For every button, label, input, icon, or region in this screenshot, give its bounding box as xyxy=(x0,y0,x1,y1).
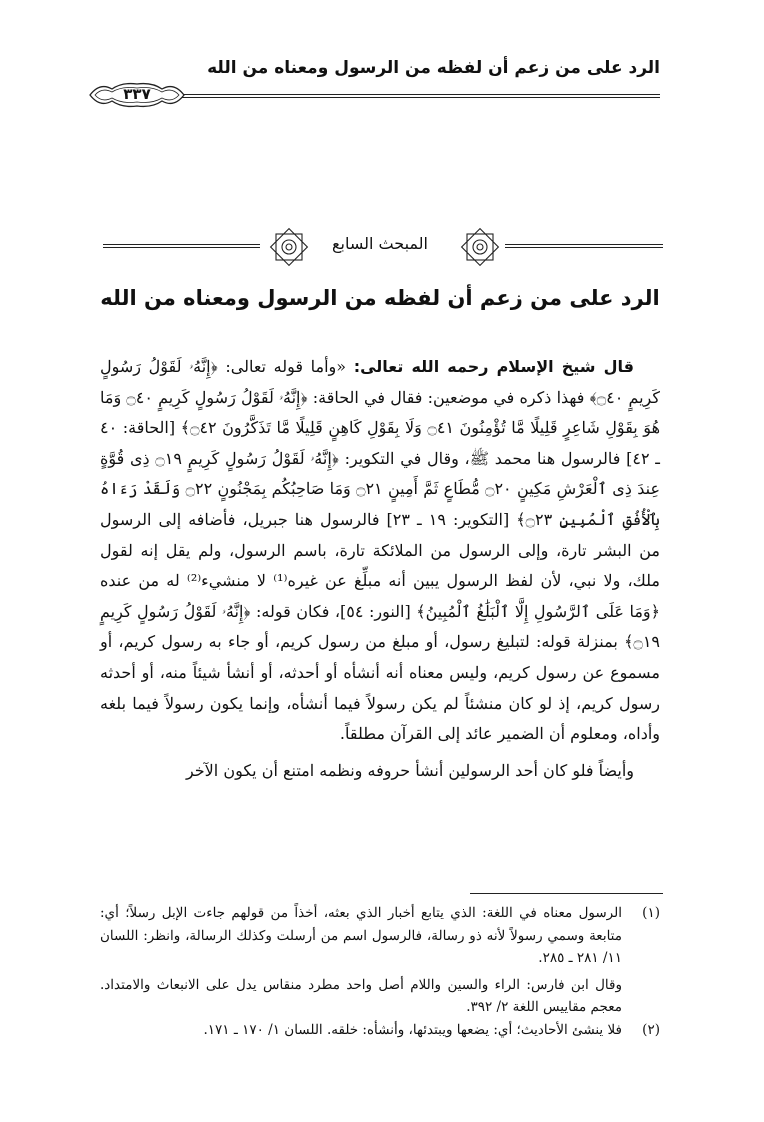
star-ornament-icon xyxy=(459,224,501,270)
running-header-title: الرد على من زعم أن لفظه من الرسول ومعناه من الله xyxy=(207,58,660,78)
page-number-frame xyxy=(86,80,188,110)
banner-rule-left xyxy=(103,244,260,248)
speaker-attribution: قال شيخ الإسلام رحمه الله تعالى: xyxy=(353,357,634,376)
paragraph xyxy=(100,352,660,750)
section-label: المبحث السابع xyxy=(332,234,428,253)
body-text xyxy=(100,352,660,786)
footnote xyxy=(100,902,660,970)
paragraph-text: «وأما قوله تعالى: ﴿إِنَّهُۥ لَقَوْلُ رَسُولٍ كَرِيمٍ ۝٤٠﴾ فهذا ذكره في موضعين: فقال في الحاقة: ﴿إِنَّهُۥ لَقَوْلُ رَسُولٍ كَرِيمٍ ۝٤٠ وَمَا هُوَ بِقَوْلِ شَاعِرٍ قَلِيلًا مَّا تُؤْمِنُونَ ۝٤١ وَلَا بِقَوْلِ كَاهِنٍ قَلِيلًا مَّا تَذَكَّرُونَ ۝٤٢﴾ [الحاقة: ٤٠ ـ ٤٢] فالرسول هنا محمد ﷺ، وقال في التكوير: ﴿إِنَّهُۥ لَقَوْلُ رَسُولٍ كَرِيمٍ ۝١٩ ذِى قُوَّةٍ عِندَ ذِى ٱلْعَرْشِ مَكِينٍ ۝٢٠ مُّطَاعٍ ثَمَّ أَمِينٍ ۝٢١ وَمَا صَاحِبُكُم بِمَجْنُونٍ ۝٢٢ وَلَقَدْ رَءَاهُ بِٱلْأُفُقِ ٱلْمُبِينِ ۝٢٣﴾ [التكوير: ١٩ ـ ٢٣] فالرسول هنا جبريل، فأضافه إلى الرسول من البشر تارة، وإلى الرسول من الملائكة تارة، باسم الرسول، ولم يقل إنه لقول ملك، ولا نبي، لأن لفظ الرسول يبين أنه مبلِّغ عن غيره⁽¹⁾ لا منشيء⁽²⁾ له من عنده ﴿وَمَا عَلَى ٱلرَّسُولِ إِلَّا ٱلْبَلَٰغُ ٱلْمُبِينُ﴾ [النور: ٥٤]، فكان قوله: ﴿إِنَّهُۥ لَقَوْلُ رَسُولٍ كَرِيمٍ ۝١٩﴾ بمنزلة قوله: لتبليغ رسول، أو مبلغ من رسول كريم، أو جاء به رسول كريم، أو مسموع عن رسول كريم، وليس معناه أنه أنشأه أو أحدثه، أو أنشأ شيئاً منه، أو أحدثه رسول كريم، إذ لو كان منشئاً لم يكن رسولاً فيما أنشأه، وإنما يكون رسولاً فيما بلغه وأداه، ومعلوم أن الضمير عائد إلى القرآن مطلقاً. xyxy=(100,357,661,744)
chapter-title: الرد على من زعم أن لفظه من الرسول ومعناه من الله xyxy=(100,286,660,310)
section-banner xyxy=(103,224,663,272)
footnote-number: (٢) xyxy=(642,1021,660,1038)
footnote xyxy=(100,1019,660,1042)
footnote-text: فلا ينشئ الأحاديث؛ أي: يضعها ويبتدئها، وأنشأه: خلقه. اللسان ١/ ١٧٠ ـ ١٧١. xyxy=(203,1021,622,1038)
star-ornament-icon xyxy=(268,224,310,270)
footnote-continuation: وقال ابن فارس: الراء والسين واللام أصل واحد مطرد منقاس يدل على الانبعاث والامتداد. معجم مقاييس اللغة ٢/ ٣٩٢. xyxy=(100,976,622,1015)
footnote-text: الرسول معناه في اللغة: الذي يتابع أخبار الذي بعثه، أخذاً من قولهم جاءت الإبل رسلاً؛ أي: متابعة وسمي رسولاً لأنه ذو رسالة، فالرسول اسم من أرسلت وكذلك الرسالة، وانظر: اللسان ١١/ ٢٨١ ـ ٢٨٥. xyxy=(100,905,622,966)
banner-rule-right xyxy=(505,244,663,248)
paragraph: وأيضاً فلو كان أحد الرسولين أنشأ حروفه ونظمه امتنع أن يكون الآخر xyxy=(185,760,634,780)
footnotes xyxy=(100,902,660,1041)
footnote-number: (١) xyxy=(642,905,660,921)
page-number: ٣٣٧ xyxy=(123,85,151,103)
footnote-separator xyxy=(470,893,663,894)
